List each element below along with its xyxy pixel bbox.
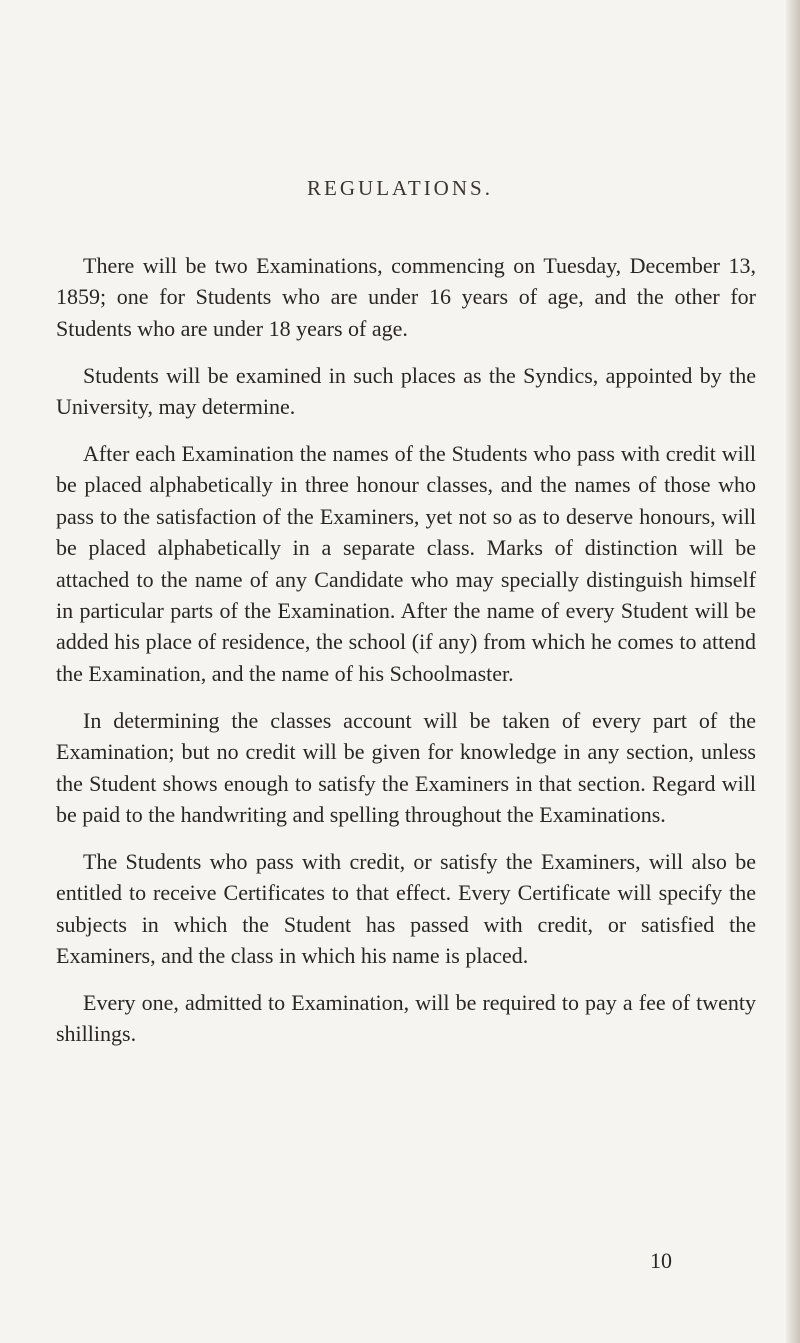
paragraph-fee: Every one, admitted to Examination, will be required to pay a fee of twenty shillings. [56,990,756,1047]
page-heading: REGULATIONS. [307,176,493,200]
paragraph-examinations: There will be two Examinations, commencing on Tuesday, December 13, 1859; one for Students who are under 16 years of age, and the other for Students who are under 18 years of age. [56,253,756,341]
body-text [56,250,756,1065]
paragraph-honour-classes: After each Examination the names of the Students who pass with credit will be placed alphabetically in three honour classes, and the names of those who pass to the satisfaction of the Examiners, yet not so as to deserve honours, will be placed alphabetically in a separate class. Marks of distinction will be attached to the name of any Candidate who may specially distinguish himself in particular parts of the Examination. After the name of every Student will be added his place of residence, the school (if any) from which he comes to attend the Examination, and the name of his Schoolmaster. [56,441,756,686]
page-number: 10 [650,1248,672,1273]
paragraph-certificates: The Students who pass with credit, or satisfy the Examiners, will also be entitled to receive Certificates to that effect. Every Certificate will specify the subjects in which the Student has passed with credit, or satisfied the Examiners, and the class in which his name is placed. [56,848,756,969]
paragraph-determining-classes: In determining the classes account will be taken of every part of the Examination; but no credit will be given for knowledge in any section, unless the Student shows enough to satisfy the Examiners in that section. Regard will be paid to the handwriting and spelling throughout the Examinations. [56,707,756,827]
book-spine-shadow [786,0,800,1343]
paragraph-examination-places: Students will be examined in such places as the Syndics, appointed by the University, may determine. [56,362,756,420]
